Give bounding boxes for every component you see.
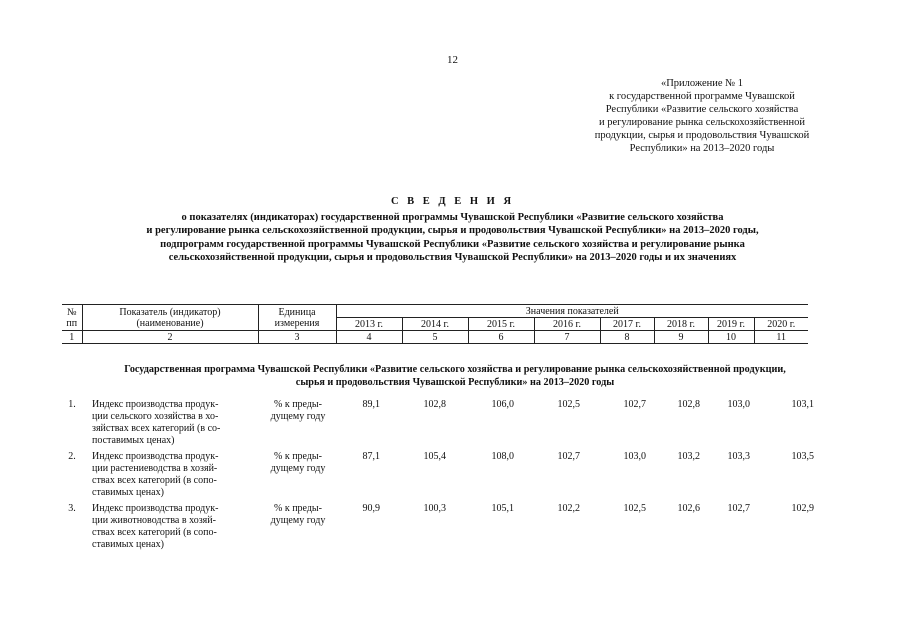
name-line: ствах всех категорий (в сопо- <box>92 527 217 538</box>
value-cell: 100,3 <box>423 503 446 514</box>
column-number: 6 <box>468 331 534 344</box>
name-line: ставимых ценах) <box>92 487 164 498</box>
value-cell: 103,2 <box>677 451 700 462</box>
title-line: сельскохозяйственной продукции, сырья и продовольствия Чувашской Республики» на 2013–2020 годы и их значениях <box>168 252 737 263</box>
column-number: 4 <box>336 331 402 344</box>
header-indicator: Показатель (индикатор) <box>119 306 221 318</box>
unit-line: дущему году <box>270 463 326 474</box>
row-number: 1. <box>68 399 76 410</box>
header-year: 2020 г. <box>754 318 808 331</box>
value-cell: 105,1 <box>491 503 514 514</box>
value-cell: 103,5 <box>791 451 814 462</box>
column-number: 10 <box>708 331 754 344</box>
title-line: подпрограмм государственной программы Чувашской Республики «Развитие сельского хозяйства и регулирование рынка <box>160 238 745 250</box>
value-cell: 102,7 <box>623 399 646 410</box>
table-row <box>62 397 852 449</box>
header-year: 2014 г. <box>402 318 468 331</box>
value-cell: 90,9 <box>362 503 380 514</box>
header-year: 2017 г. <box>600 318 654 331</box>
appendix-line: продукции, сырья и продовольствия Чувашской <box>594 130 810 141</box>
column-number: 2 <box>82 331 258 344</box>
value-cell: 102,2 <box>557 503 580 514</box>
name-line: ствах всех категорий (в сопо- <box>92 475 217 486</box>
header-unit-cell <box>258 305 336 331</box>
unit-line: % к преды- <box>274 503 322 514</box>
section-line: сырья и продовольствия Чувашской Республики» на 2013–2020 годы <box>295 376 615 388</box>
header-num-cell <box>62 305 82 331</box>
section-heading <box>60 364 850 389</box>
value-cell: 102,8 <box>677 399 700 410</box>
column-number: 3 <box>258 331 336 344</box>
header-unit: Единица <box>278 306 316 318</box>
header-year: 2015 г. <box>468 318 534 331</box>
name-line: поставимых ценах) <box>92 435 175 446</box>
table-row <box>62 501 852 553</box>
value-cell: 103,3 <box>727 451 750 462</box>
value-cell: 102,7 <box>727 503 750 514</box>
value-cell: 102,5 <box>623 503 646 514</box>
name-line: зяйствах всех категорий (в со- <box>92 423 221 434</box>
name-line: ции растениеводства в хозяй- <box>92 463 218 474</box>
column-number: 7 <box>534 331 600 344</box>
value-cell: 103,0 <box>727 399 750 410</box>
title-heading: С В Е Д Е Н И Я <box>390 196 515 207</box>
value-cell: 102,6 <box>677 503 700 514</box>
value-cell: 106,0 <box>491 399 514 410</box>
appendix-line: «Приложение № 1 <box>660 78 744 89</box>
header-indicator-cell <box>82 305 258 331</box>
header-unit-sub: измерения <box>274 317 320 329</box>
document-title <box>60 195 845 265</box>
name-line: ции сельского хозяйства в хо- <box>92 411 219 422</box>
column-number: 5 <box>402 331 468 344</box>
table-body <box>62 397 852 553</box>
section-line: Государственная программа Чувашской Республики «Развитие сельского хозяйства и регулирование рынка сельскохозяйственной продукции, <box>124 364 786 375</box>
unit-line: дущему году <box>270 515 326 526</box>
header-year: 2016 г. <box>534 318 600 331</box>
row-indicator-name <box>92 503 254 551</box>
name-line: ставимых ценах) <box>92 539 164 550</box>
unit-line: % к преды- <box>274 451 322 462</box>
name-line: Индекс производства продук- <box>92 399 219 410</box>
value-cell: 102,9 <box>791 503 814 514</box>
unit-line: дущему году <box>270 411 326 422</box>
header-year: 2018 г. <box>654 318 708 331</box>
row-indicator-name <box>92 399 254 447</box>
appendix-line: к государственной программе Чувашской <box>609 91 795 102</box>
name-line: ции животноводства в хозяй- <box>92 515 216 526</box>
header-year: 2019 г. <box>708 318 754 331</box>
row-indicator-name <box>92 451 254 499</box>
table-row <box>62 449 852 501</box>
column-number: 8 <box>600 331 654 344</box>
value-cell: 89,1 <box>362 399 380 410</box>
name-line: Индекс производства продук- <box>92 451 219 462</box>
header-year: 2013 г. <box>336 318 402 331</box>
value-cell: 108,0 <box>491 451 514 462</box>
header-indicator-sub: (наименование) <box>136 317 204 329</box>
page-number: 12 <box>447 54 458 66</box>
column-number: 9 <box>654 331 708 344</box>
row-number: 3. <box>68 503 76 514</box>
appendix-line: Республики «Развитие сельского хозяйства <box>605 104 799 115</box>
value-cell: 105,4 <box>423 451 446 462</box>
row-number: 2. <box>68 451 76 462</box>
column-number: 1 <box>62 331 82 344</box>
appendix-note <box>566 77 838 155</box>
table-header <box>62 304 808 344</box>
title-line: и регулирование рынка сельскохозяйственной продукции, сырья и продовольствия Чувашской Республики» на 2013–2020 годы, <box>146 225 759 236</box>
column-number: 11 <box>754 331 808 344</box>
header-num-sub: пп <box>66 317 78 329</box>
value-cell: 102,7 <box>557 451 580 462</box>
value-cell: 102,8 <box>423 399 446 410</box>
value-cell: 103,0 <box>623 451 646 462</box>
row-unit <box>264 451 332 475</box>
row-unit <box>264 503 332 527</box>
row-unit <box>264 399 332 423</box>
header-values-title: Значения показателей <box>336 305 808 318</box>
unit-line: % к преды- <box>274 399 322 410</box>
appendix-line: и регулирование рынка сельскохозяйственной <box>598 117 806 128</box>
value-cell: 87,1 <box>362 451 380 462</box>
name-line: Индекс производства продук- <box>92 503 219 514</box>
value-cell: 102,5 <box>557 399 580 410</box>
value-cell: 103,1 <box>791 399 814 410</box>
header-num: № <box>66 306 77 318</box>
appendix-line: Республики» на 2013–2020 годы <box>629 143 775 154</box>
title-line: о показателях (индикаторах) государственной программы Чувашской Республики «Развитие сельского хозяйства <box>181 211 724 223</box>
